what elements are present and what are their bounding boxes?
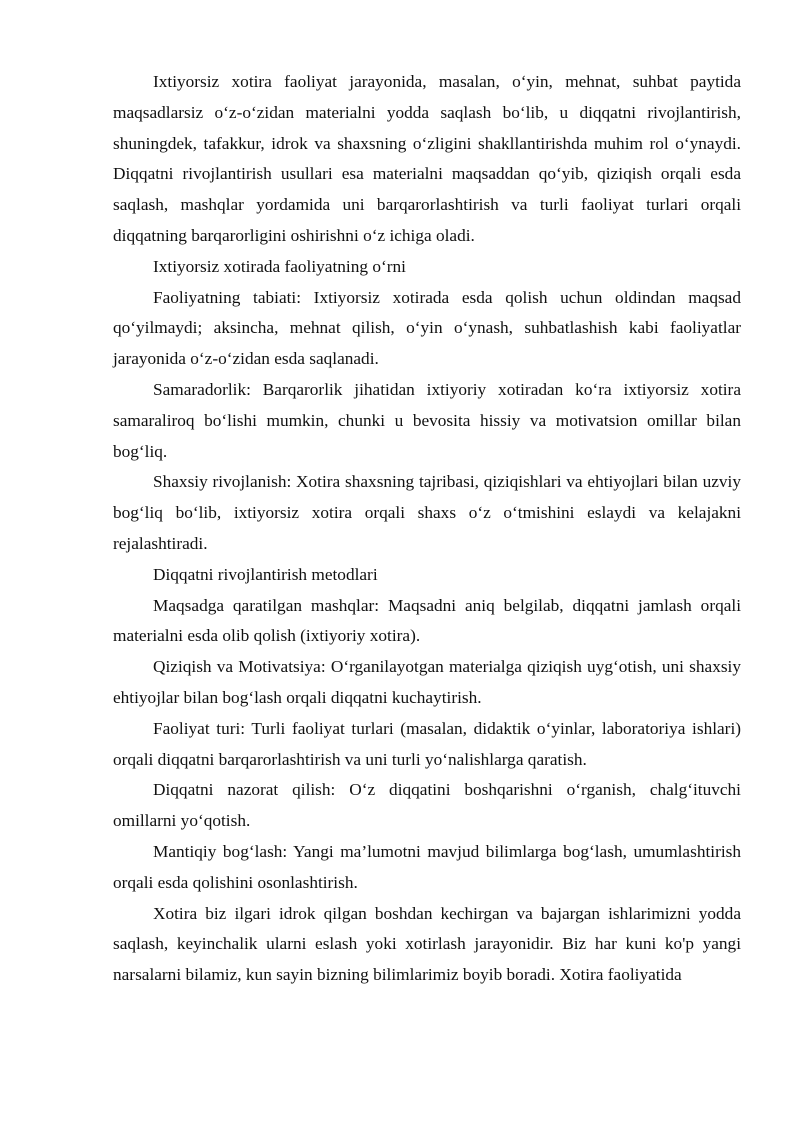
- paragraph-interest-motivation: Qiziqish va Motivatsiya: O‘rganilayotgan materialga qiziqish uyg‘otish, uni shaxsiy ehtiyojlar bilan bog‘lash orqali diqqatni kuchaytirish.: [113, 657, 741, 707]
- paragraph-personal-development: Shaxsiy rivojlanish: Xotira shaxsning tajribasi, qiziqishlari va ehtiyojlari bilan uzviy bog‘liq bo‘lib, ixtiyorsiz xotira orqali shaxs o‘z o‘tmishini eslaydi va kelajakni rejalashtiradi.: [113, 472, 741, 553]
- paragraph-nature-of-activity: Faoliyatning tabiati: Ixtiyorsiz xotirada esda qolish uchun oldindan maqsad qo‘yilmaydi; aksincha, mehnat qilish, o‘yin o‘ynash, suhbatlashish kabi faoliyatlar jarayonida o‘z-o‘zidan esda saqlanadi.: [113, 287, 741, 369]
- paragraph-activity-type: Faoliyat turi: Turli faoliyat turlari (masalan, didaktik o‘yinlar, laboratoriya ishlari) orqali diqqatni barqarorlashtirish va uni turli yo‘nalishlarga qaratish.: [113, 718, 741, 769]
- document-page: [113, 67, 741, 991]
- heading-attention-methods: Diqqatni rivojlantirish metodlari: [153, 564, 378, 584]
- paragraph-involuntary-memory-intro: Ixtiyorsiz xotira faoliyat jarayonida, masalan, o‘yin, mehnat, suhbat paytida maqsadlarsiz o‘z-o‘zidan materialni yodda saqlash bo‘lib, u diqqatni rivojlantirish, shuningdek, tafakkur, idrok va shaxsning o‘zligini shakllantirishda muhim rol o‘ynaydi. Diqqatni rivojlantirish usullari esa materialni maqsaddan qo‘yib, qiziqish orqali esda saqlash, mashqlar yordamida uni barqarorlashtirish va turli faoliyat turlari orqali diqqatning barqarorligini oshirishni o‘z ichiga oladi.: [113, 72, 741, 245]
- paragraph-logical-linking: Mantiqiy bog‘lash: Yangi ma’lumotni mavjud bilimlarga bog‘lash, umumlashtirish orqali esda qolishini osonlashtirish.: [113, 841, 741, 892]
- paragraph-memory-definition: Xotira biz ilgari idrok qilgan boshdan kechirgan va bajargan ishlarimizni yodda saqlash, keyinchalik ularni eslash yoki xotirlash jarayonidir. Biz har kuni ko'p yangi narsalarni bilamiz, kun sayin bizning bilimlarimiz boyib boradi. Xotira faoliyatida: [113, 903, 741, 985]
- paragraph-targeted-exercises: Maqsadga qaratilgan mashqlar: Maqsadni aniq belgilab, diqqatni jamlash orqali materialni esda olib qolish (ixtiyoriy xotira).: [113, 595, 741, 646]
- paragraph-attention-control: Diqqatni nazorat qilish: O‘z diqqatini boshqarishni o‘rganish, chalg‘ituvchi omillarni yo‘qotish.: [113, 780, 741, 831]
- paragraph-effectiveness: Samaradorlik: Barqarorlik jihatidan ixtiyoriy xotiradan ko‘ra ixtiyorsiz xotira samaraliroq bo‘lishi mumkin, chunki u bevosita hissiy va motivatsion omillar bilan bog‘liq.: [113, 379, 741, 461]
- heading-role-of-activity: Ixtiyorsiz xotirada faoliyatning o‘rni: [153, 256, 406, 276]
